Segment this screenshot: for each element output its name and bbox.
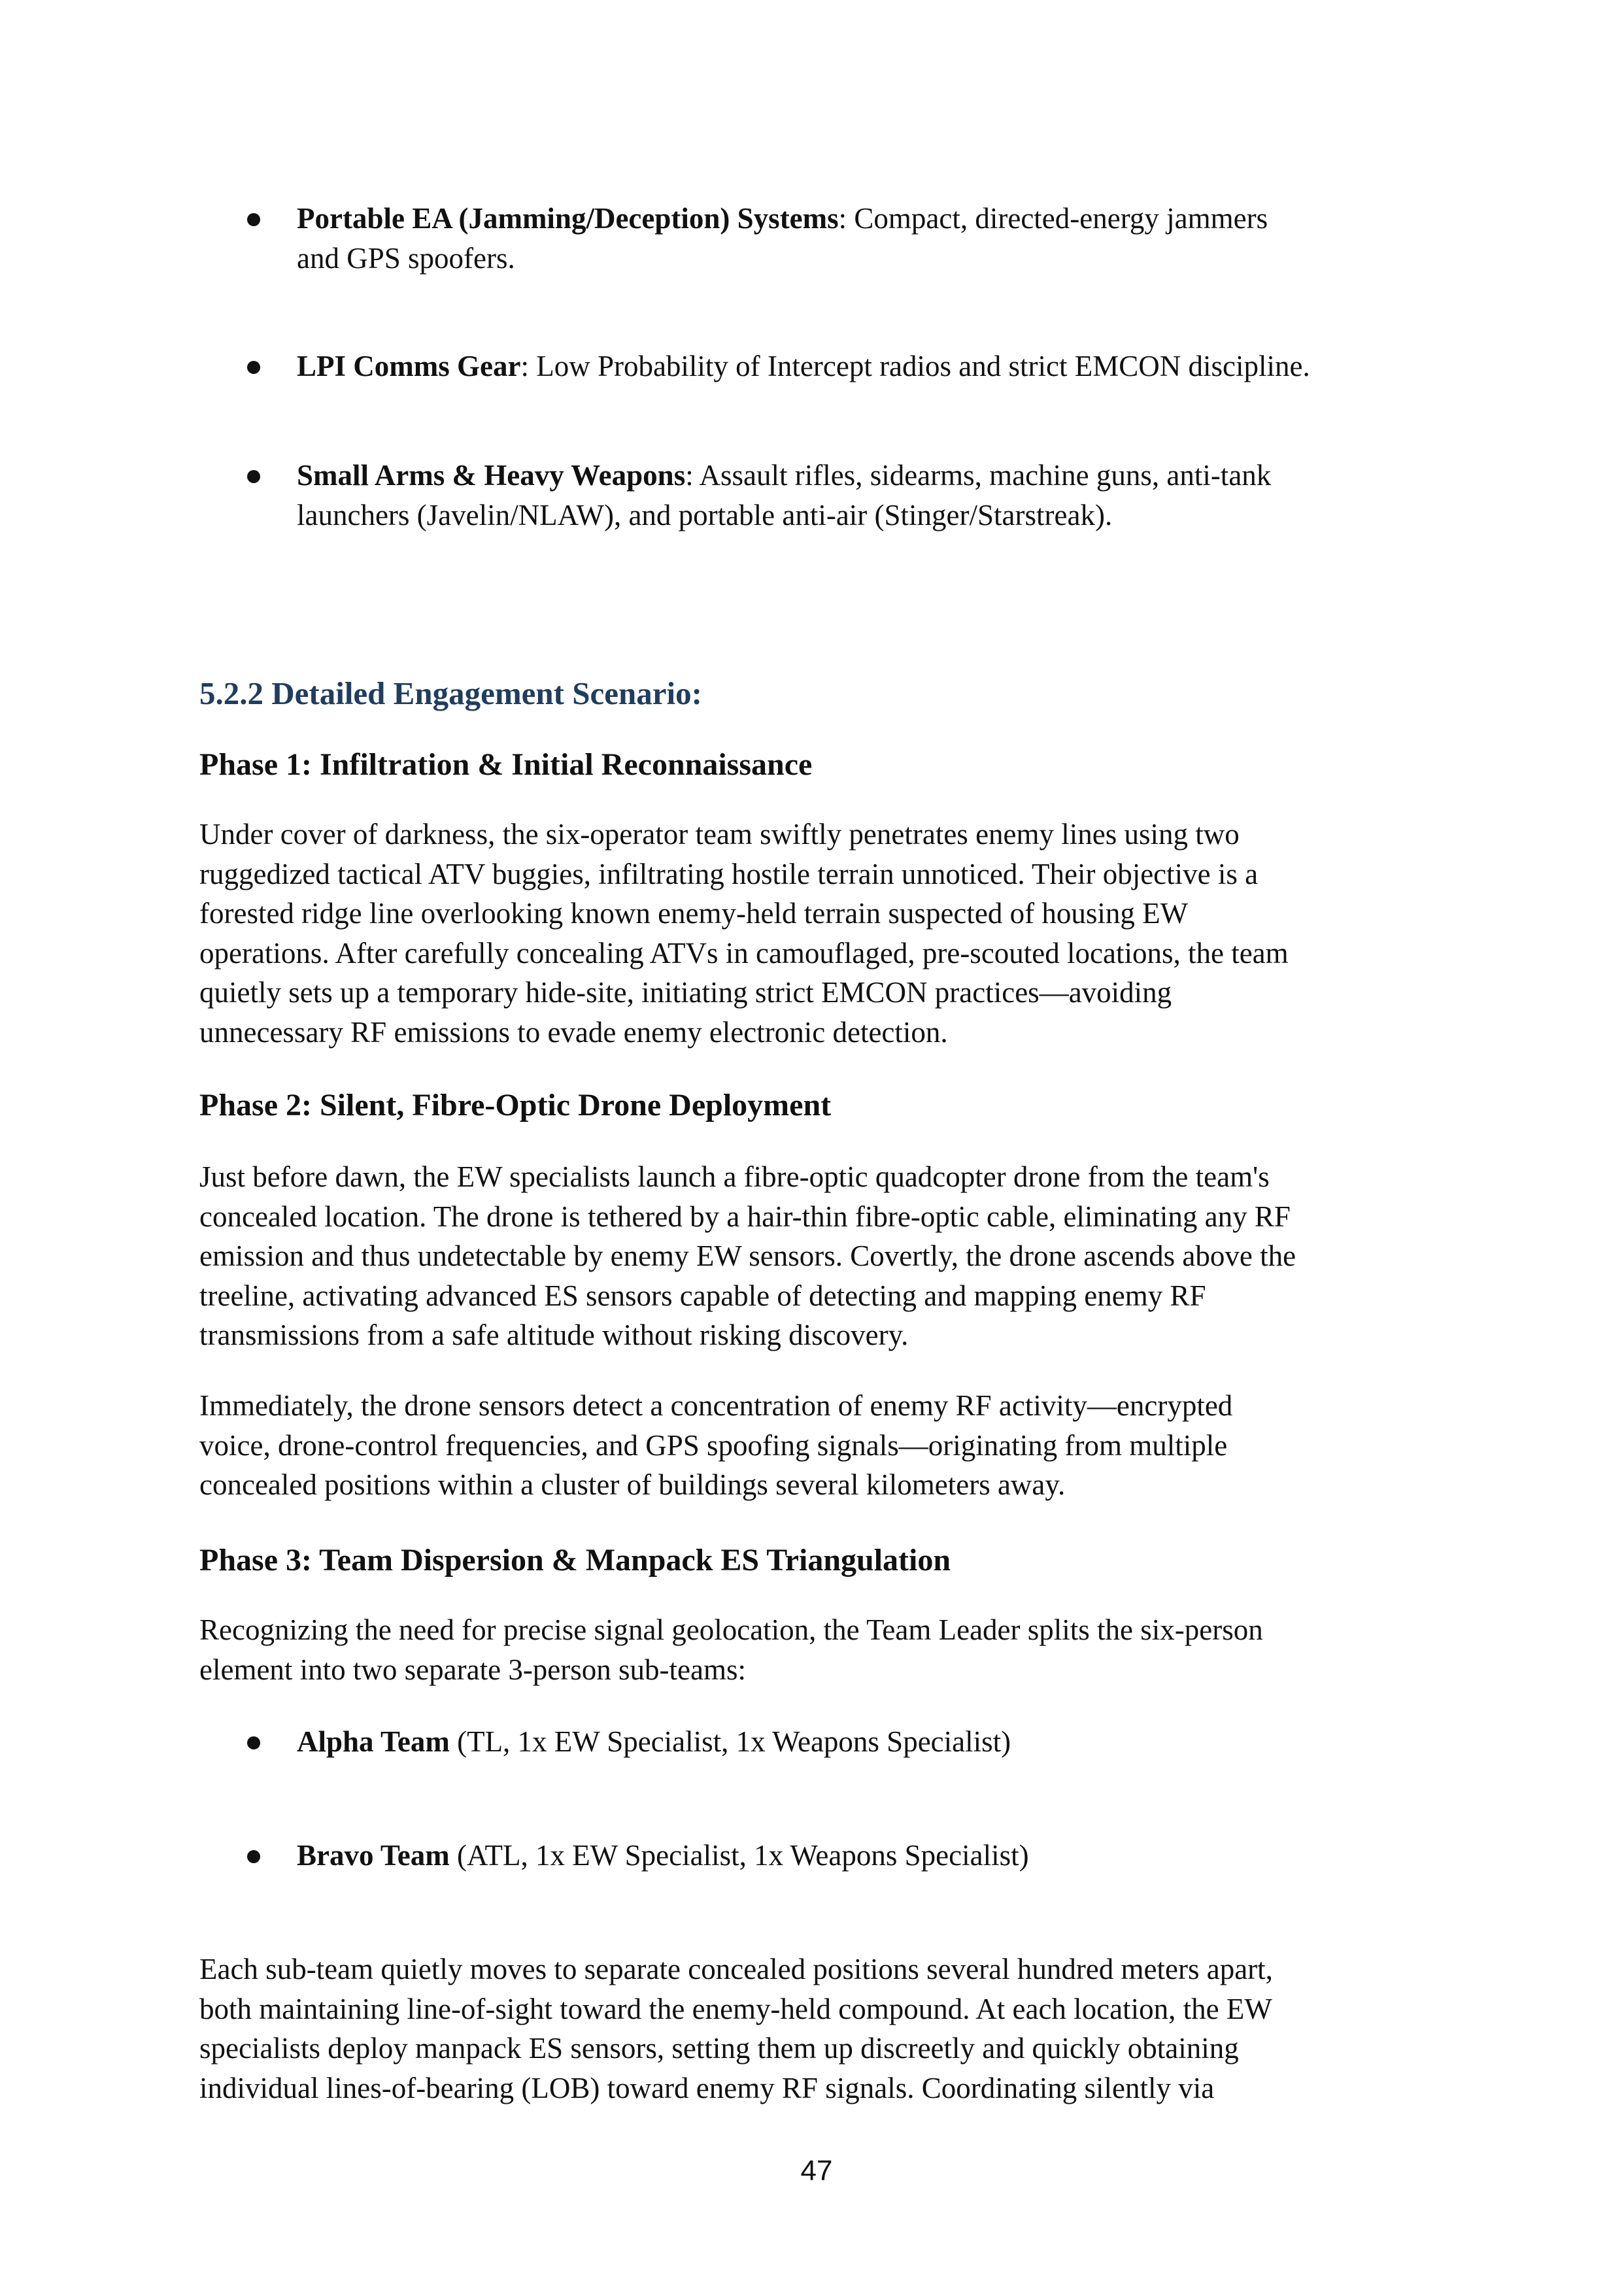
list-item-line	[297, 199, 1268, 239]
paragraph	[199, 1157, 1296, 1355]
list-item	[297, 456, 1271, 535]
list-item-text: : Assault rifles, sidearms, machine guns, anti-tank	[685, 459, 1272, 492]
paragraph-line: concealed positions within a cluster of buildings several kilometers away.	[199, 1468, 1066, 1501]
list-item-line	[297, 456, 1271, 496]
paragraph	[199, 1949, 1273, 2108]
paragraph	[199, 1610, 1263, 1689]
list-item	[297, 346, 1310, 386]
list-item-text: : Low Probability of Intercept radios and strict EMCON discipline.	[520, 350, 1310, 382]
paragraph-line: operations. After carefully concealing ATVs in camouflaged, pre-scouted locations, the team	[199, 936, 1289, 970]
team-composition: (ATL, 1x EW Specialist, 1x Weapons Specialist)	[449, 1839, 1029, 1872]
team-list-item	[297, 1836, 1029, 1876]
paragraph-line: specialists deploy manpack ES sensors, setting them up discreetly and quickly obtaining	[199, 2032, 1239, 2065]
paragraph-line: Under cover of darkness, the six-operator team swiftly penetrates enemy lines using two	[199, 818, 1240, 851]
list-item-term: LPI Comms Gear	[297, 350, 521, 382]
phase-heading: Phase 3: Team Dispersion & Manpack ES Triangulation	[199, 1543, 951, 1577]
paragraph-line: concealed location. The drone is tethered by a hair-thin fibre-optic cable, eliminating any RF	[199, 1200, 1291, 1233]
list-item-text: launchers (Javelin/NLAW), and portable anti-air (Stinger/Starstreak).	[297, 498, 1113, 531]
paragraph-line: treeline, activating advanced ES sensors capable of detecting and mapping enemy RF	[199, 1279, 1206, 1312]
paragraph-line: individual lines-of-bearing (LOB) toward enemy RF signals. Coordinating silently via	[199, 2071, 1215, 2104]
paragraph-line: both maintaining line-of-sight toward the enemy-held compound. At each location, the EW	[199, 1992, 1272, 2025]
bullet-icon	[247, 470, 260, 483]
list-item-text: : Compact, directed-energy jammers	[838, 202, 1268, 235]
paragraph-line: ruggedized tactical ATV buggies, infiltrating hostile terrain unnoticed. Their objective is a	[199, 857, 1259, 890]
page-number: 47	[800, 2155, 833, 2187]
phase-heading: Phase 1: Infiltration & Initial Reconnaissance	[199, 747, 813, 782]
list-item-line	[297, 1836, 1029, 1876]
team-list-item	[297, 1722, 1011, 1762]
paragraph-line: quietly sets up a temporary hide-site, initiating strict EMCON practices—avoiding	[199, 976, 1172, 1009]
section-heading: 5.2.2 Detailed Engagement Scenario:	[199, 675, 702, 711]
paragraph-line: Just before dawn, the EW specialists launch a fibre-optic quadcopter drone from the team's	[199, 1160, 1270, 1193]
bullet-icon	[247, 1850, 260, 1863]
bullet-icon	[247, 361, 260, 374]
paragraph	[199, 1386, 1232, 1505]
bullet-icon	[247, 213, 260, 226]
team-composition: (TL, 1x EW Specialist, 1x Weapons Specialist)	[449, 1725, 1011, 1758]
paragraph-line: unnecessary RF emissions to evade enemy electronic detection.	[199, 1015, 948, 1049]
paragraph	[199, 815, 1289, 1052]
paragraph-line: Recognizing the need for precise signal geolocation, the Team Leader splits the six-person	[199, 1613, 1263, 1646]
team-name: Bravo Team	[297, 1839, 450, 1872]
paragraph-line: emission and thus undetectable by enemy EW sensors. Covertly, the drone ascends above the	[199, 1240, 1296, 1272]
list-item-line	[297, 346, 1310, 386]
list-item	[297, 199, 1268, 278]
paragraph-line: element into two separate 3-person sub-teams:	[199, 1653, 746, 1686]
team-name: Alpha Team	[297, 1725, 450, 1758]
paragraph-line: Immediately, the drone sensors detect a concentration of enemy RF activity—encrypted	[199, 1389, 1233, 1422]
list-item-line	[297, 1722, 1011, 1762]
list-item-text: and GPS spoofers.	[297, 241, 515, 275]
paragraph-line: transmissions from a safe altitude without risking discovery.	[199, 1319, 909, 1351]
phase-heading: Phase 2: Silent, Fibre-Optic Drone Deployment	[199, 1088, 832, 1122]
paragraph-line: forested ridge line overlooking known enemy-held terrain suspected of housing EW	[199, 897, 1189, 930]
paragraph-line: voice, drone-control frequencies, and GPS spoofing signals—originating from multiple	[199, 1428, 1228, 1462]
list-item-term: Small Arms & Heavy Weapons	[297, 459, 686, 492]
paragraph-line: Each sub-team quietly moves to separate concealed positions several hundred meters apart,	[199, 1953, 1273, 1985]
list-item-term: Portable EA (Jamming/Deception) Systems	[297, 202, 839, 235]
bullet-icon	[247, 1736, 260, 1749]
